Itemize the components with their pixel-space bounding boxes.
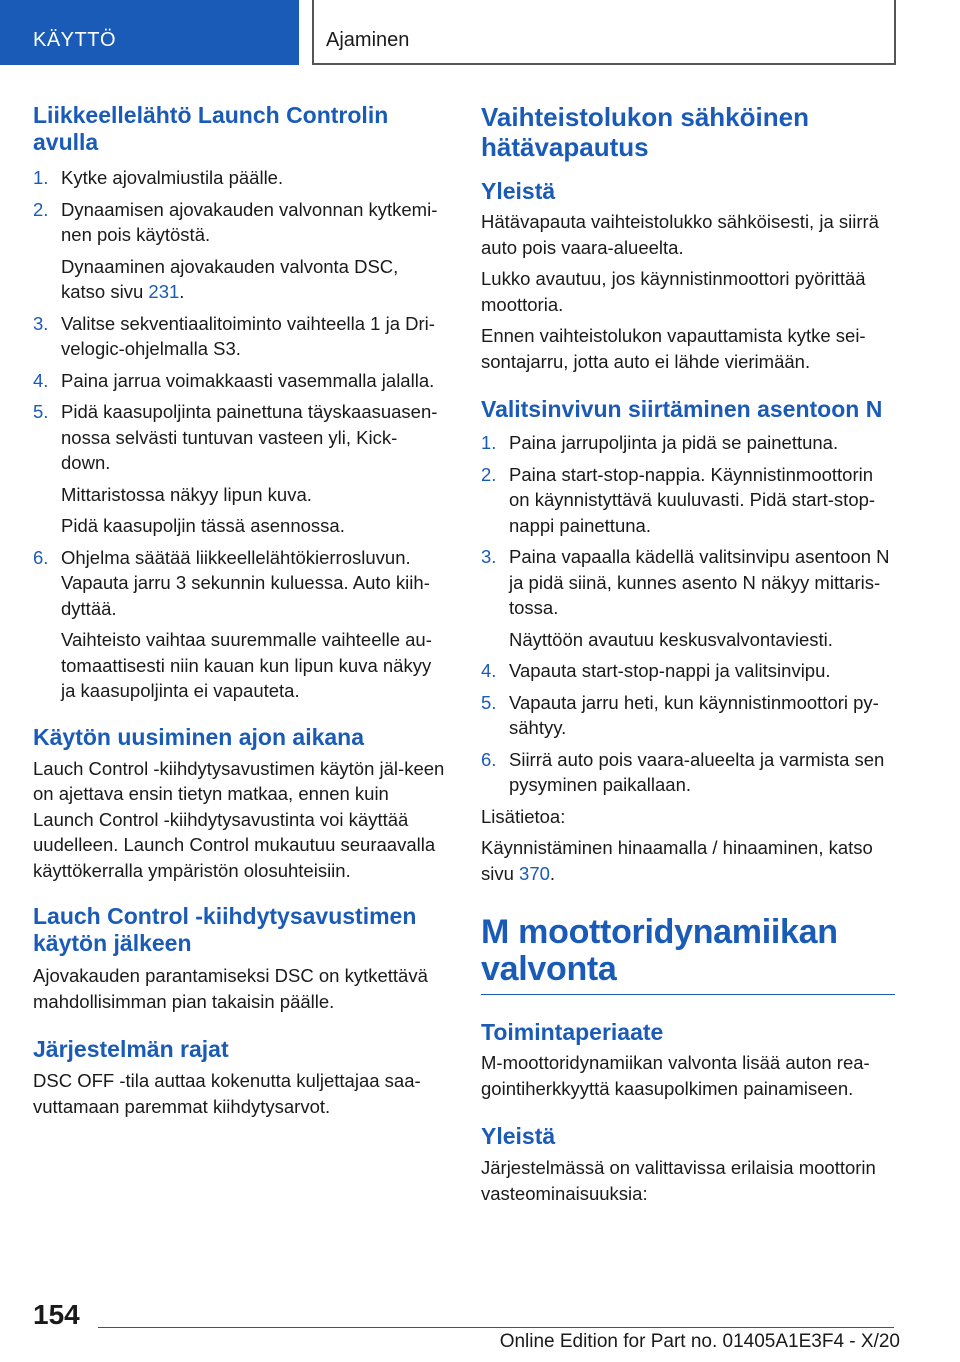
list-item-note: Dynaaminen ajovakauden valvonta DSC, katso sivu 231. [61,255,399,302]
list-item: 1. Paina jarrupoljinta ja pidä se painettuna. [481,432,839,453]
limits-text: DSC OFF -tila auttaa kokenutta kuljettajaa saa-vuttamaan paremmat kiihdytysarvot. [33,1070,421,1117]
principle-text: M-moottoridynamiikan valvonta lisää auton rea-gointiherkkyyttä kaasupolkimen painamiseen. [481,1052,870,1099]
general-heading-2: Yleistä [481,1123,556,1149]
header-chapter-label: Ajaminen [326,29,410,51]
general-paragraph: Ennen vaihteistolukon vapauttamista kytke sei-sontajarru, jotta auto ei lähde vierimään. [481,325,866,372]
list-item-note: Pidä kaasupoljin tässä asennossa. [61,515,345,536]
general-paragraph: Lukko avautuu, jos käynnistinmoottori pyörittää moottoria. [481,268,866,315]
general-paragraph: Hätävapauta vaihteistolukko sähköisesti, ja siirrä auto pois vaara-alueelta. [481,211,879,258]
page-link[interactable]: 231 [148,281,180,302]
after-use-heading: Lauch Control -kiihdytysavustimen käytön jälkeen [33,903,417,956]
launch-steps-list [33,165,445,704]
selector-heading: Valitsinvivun siirtäminen asentoon N [481,396,883,422]
list-item: 4. Vapauta start-stop-nappi ja valitsinvipu. [481,660,831,681]
left-column [33,102,445,1119]
list-item: 5. Pidä kaasupoljinta painettuna täyskaasuasen-nossa selvästi tuntuvan vasteen yli, Kick-down. Mittaristossa näkyy lipun kuva. Pidä kaasupoljin tässä asennossa. [33,399,445,539]
list-item-note: Näyttöön avautuu keskusvalvontaviesti. [509,628,833,650]
footer-edition: Online Edition for Part no. 01405A1E3F4 - X/20 [499,1331,900,1352]
list-item: 6. Ohjelma säätää liikkeellelähtökierrosluvun. Vapauta jarru 3 sekunnin kuluessa. Auto kiih-dyttää. Vaihteisto vaihtaa suuremmalle vaihteelle au-tomaattisesti niin kauan kun lipun kuva näkyy ja kaasupoljinta ei vapauteta. [33,545,445,704]
list-item: 5. Vapauta jarru heti, kun käynnistinmoottori py-sähtyy. [481,691,879,738]
list-item-note: Mittaristossa näkyy lipun kuva. [61,483,312,505]
towing-reference: Käynnistäminen hinaamalla / hinaaminen, katso sivu 370. [481,837,873,884]
footer-divider [98,1327,894,1328]
right-column [481,102,895,1206]
more-info-label: Lisätietoa: [481,805,566,827]
list-item: 3. Paina vapaalla kädellä valitsinvipu asentoon N ja pidä siinä, kunnes asento N näkyy mittaris-tossa. Näyttöön avautuu keskusvalvontaviesti. [481,544,895,652]
list-item-note: Vaihteisto vaihtaa suuremmalle vaihteelle au-tomaattisesti niin kauan kun lipun kuva näkyy ja kaasupoljinta ei vapauteta. [61,629,432,701]
general-heading: Yleistä [481,178,556,204]
list-item: 3. Valitse sekventiaalitoiminto vaihteella 1 ja Dri-velogic-ohjelmalla S3. [33,312,435,359]
m-dynamics-heading: M moottoridynamiikan valvonta [481,913,838,988]
selector-steps-list [481,430,895,798]
after-use-text: Ajovakauden parantamiseksi DSC on kytkettävä mahdollisimman pian takaisin päälle. [33,965,428,1012]
header-section-tab [0,0,299,65]
principle-heading: Toimintaperiaate [481,1019,664,1045]
reuse-heading: Käytön uusiminen ajon aikana [33,723,365,750]
limits-heading: Järjestelmän rajat [33,1036,229,1062]
list-item: 1. Kytke ajovalmiustila päälle. [33,167,284,188]
header-section-label: KÄYTTÖ [33,29,117,51]
general-text-2: Järjestelmässä on valittavissa erilaisia moottorin vasteominaisuuksia: [481,1157,876,1204]
page-link[interactable]: 370 [519,862,550,884]
header-chapter-box [312,0,896,65]
page-number: 154 [33,1299,80,1330]
list-item: 2. Paina start-stop-nappia. Käynnistinmoottorin on käynnistyttävä kuuluvasti. Pidä start-stop-nappi painettuna. [481,463,876,536]
list-item: 2. Dynaamisen ajovakauden valvonnan kytkemi-nen pois käytöstä. Dynaaminen ajovakauden valvonta DSC, katso sivu 231. [33,197,445,305]
heading-divider [481,994,895,995]
launch-control-heading: Liikkeellelähtö Launch Controlin avulla [33,102,389,155]
list-item: 4. Paina jarrua voimakkaasti vasemmalla jalalla. [33,369,435,391]
reuse-text: Lauch Control -kiihdytysavustimen käytön jäl-keen on ajettava ensin tietyn matkaa, ennen kuin Launch Control -kiihdytysavustinta voi käyttää uudelleen. Launch Control mukautuu seuraavalla käyttökerralla ympäristön olosuhteisiin. [33,757,445,881]
gear-release-heading: Vaihteistolukon sähköinen hätävapautus [481,102,809,162]
list-item: 6. Siirrä auto pois vaara-alueelta ja varmista sen pysyminen paikallaan. [481,748,885,795]
